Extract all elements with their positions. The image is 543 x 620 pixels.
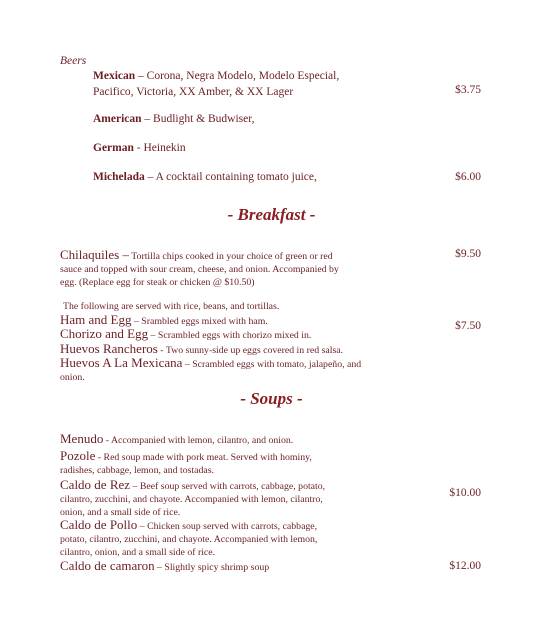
- beer-price-mexican: $3.75: [455, 84, 481, 96]
- item-desc: – Chicken soup served with carrots, cabbage,: [137, 521, 318, 532]
- beer-price-michelada: $6.00: [455, 171, 481, 183]
- item-name: Caldo de Pollo: [60, 517, 138, 532]
- beer-desc: – Budlight & Budwiser,: [141, 113, 255, 125]
- item-desc: Tortilla chips cooked in your choice of green or red: [128, 251, 333, 262]
- item-desc: - Red soup made with pork meat. Served with hominy,: [95, 452, 312, 463]
- beer-desc: – Corona, Negra Modelo, Modelo Especial,: [135, 70, 340, 82]
- item-name: Pozole: [60, 448, 96, 463]
- item-name: Caldo de Rez: [60, 477, 131, 492]
- menu-item-huevos-a-la-mexicana: [60, 356, 361, 384]
- item-desc: - Accompanied with lemon, cilantro, and onion.: [103, 435, 294, 446]
- item-desc: – Scrambled eggs with chorizo mixed in.: [148, 330, 312, 341]
- beers-heading: Beers: [60, 55, 87, 67]
- item-desc-cont: radishes, cabbage, lemon, and tostadas.: [60, 465, 214, 476]
- breakfast-heading: - Breakfast -: [227, 205, 316, 224]
- beer-item-michelada: [93, 169, 317, 185]
- menu-item-pozole: [60, 449, 312, 477]
- item-desc-cont: onion, and a small side of rice.: [60, 507, 181, 518]
- beer-item-german: [93, 140, 186, 156]
- menu-item-chorizo-and-egg: [60, 327, 311, 342]
- item-name: Menudo: [60, 431, 104, 446]
- beer-desc-cont: Pacifico, Victoria, XX Amber, & XX Lager: [93, 86, 294, 98]
- item-name: Huevos A La Mexicana: [60, 355, 183, 370]
- beer-name: Mexican: [93, 70, 136, 82]
- beer-desc: - Heinekin: [133, 142, 186, 154]
- beer-desc: – A cocktail containing tomato juice,: [144, 171, 317, 183]
- item-name: Chilaquiles –: [60, 247, 129, 262]
- beer-name: American: [93, 113, 142, 125]
- menu-item-chilaquiles: [60, 248, 339, 289]
- item-desc-cont: cilantro, onion, and a small side of rice.: [60, 547, 216, 558]
- item-name: Ham and Egg: [60, 312, 132, 327]
- item-desc: – Slightly spicy shrimp soup: [154, 562, 270, 573]
- item-desc: – Scrambled eggs with tomato, jalapeño, and: [182, 359, 362, 370]
- item-desc-cont: sauce and topped with sour cream, cheese, and onion. Accompanied by: [60, 264, 339, 275]
- item-desc-cont: onion.: [60, 372, 85, 383]
- item-name: Huevos Rancheros: [60, 341, 158, 356]
- menu-item-caldo-de-camaron: [60, 559, 269, 574]
- soups-heading: - Soups -: [240, 389, 303, 408]
- item-desc: – Srambled eggs mixed with ham.: [131, 316, 268, 327]
- item-name: Chorizo and Egg: [60, 326, 149, 341]
- menu-item-caldo-de-pollo: [60, 518, 317, 559]
- beer-name: Michelada: [93, 171, 145, 183]
- price-caldo-de-camaron: $12.00: [449, 560, 481, 572]
- item-desc-cont: potato, cilantro, zucchini, and chayote. Accompanied with lemon,: [60, 534, 318, 545]
- menu-item-menudo: [60, 432, 293, 447]
- price-breakfast-group: $7.50: [455, 320, 481, 332]
- item-name: Caldo de camaron: [60, 558, 155, 573]
- price-soups-group: $10.00: [449, 487, 481, 499]
- price-chilaquiles: $9.50: [455, 248, 481, 260]
- beer-item-american: [93, 111, 255, 127]
- note-text: The following are served with rice, beans, and tortillas.: [63, 301, 280, 312]
- item-desc: – Beef soup served with carrots, cabbage, potato,: [130, 481, 326, 492]
- item-desc: - Two sunny-side up eggs covered in red salsa.: [157, 345, 344, 356]
- item-desc-cont: cilantro, zucchini, and chayote. Accompanied with lemon, cilantro,: [60, 494, 323, 505]
- beer-name: German: [93, 142, 134, 154]
- beer-item-mexican: [93, 68, 339, 100]
- item-desc-cont: egg. (Replace egg for steak or chicken @ $10.50): [60, 277, 255, 288]
- menu-item-caldo-de-rez: [60, 478, 325, 519]
